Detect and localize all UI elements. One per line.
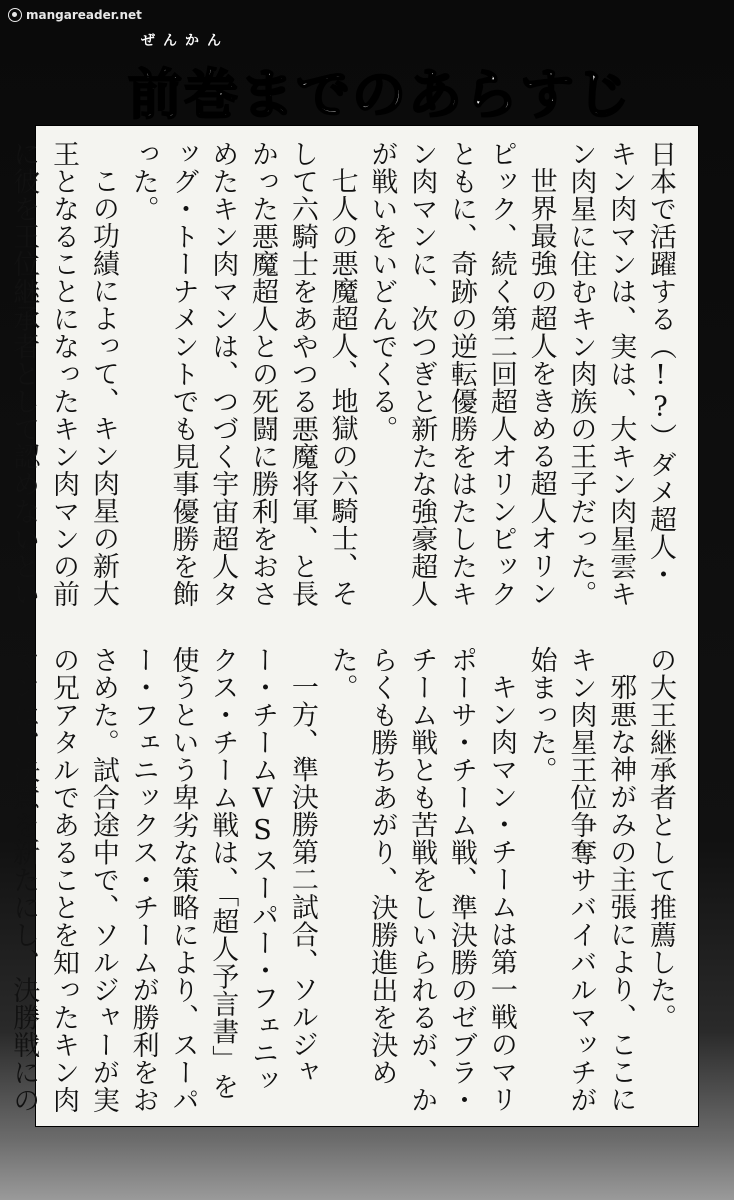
synopsis-paragraph: 七人の悪魔超人、地獄の六騎士、そして六騎士をあやつる悪魔将軍、と長かった悪魔超人との死闘に勝利をおさめたキン肉マンは、つづく宇宙超人タッグ・トーナメントでも見事優勝を飾った。	[127, 140, 358, 608]
synopsis-paragraph: 一方、準決勝第二試合、ソルジャー・チームVSスーパー・フェニックス・チーム戦は、「超人予言書」を使うという卑劣な策略により、スーパー・フェニックス・チームが勝利をおさめた。試合途中で、ソルジャーが実の兄アタルであることを知ったキン肉マンは、決意を新たにし、決勝戦にの	[8, 646, 318, 1114]
page-title: 前巻までのあらすじ	[128, 63, 632, 126]
synopsis-top-column	[8, 140, 680, 610]
synopsis-paragraph: 邪悪な神がみの主張により、ここにキン肉星王位争奪サバイバルマッチが始まった。	[525, 646, 637, 1114]
synopsis-paragraph: 日本で活躍する（!?）ダメ超人・キン肉マンは、実は、大キン肉星雲キン肉星に住むキン肉族の王子だった。	[565, 140, 676, 608]
synopsis-panel	[8, 126, 698, 1126]
logo-circle-icon	[8, 8, 22, 22]
synopsis-paragraph: この功績によって、キン肉星の新大王となることになったキン肉マンの前に彼を王位継承者として認めないとい	[8, 140, 119, 608]
site-watermark	[8, 8, 142, 22]
title-furigana: ぜんかん	[141, 33, 229, 49]
watermark-text: mangareader.net	[26, 8, 142, 22]
synopsis-paragraph: の大王継承者として推薦した。	[645, 646, 676, 1031]
synopsis-paragraph: キン肉マン・チームは第一戦のマリポーサ・チーム戦、準決勝のゼブラ・チーム戦とも苦戦をしいられるが、からくも勝ちあがり、決勝進出を決めた。	[326, 646, 517, 1114]
synopsis-paragraph: 世界最強の超人をきめる超人オリンピック、続く第二回超人オリンピックともに、奇跡の逆転優勝をはたしたキン肉マンに、次つぎと新たな強豪超人が戦いをいどんでくる。	[366, 140, 557, 608]
synopsis-bottom-column	[8, 646, 680, 1116]
